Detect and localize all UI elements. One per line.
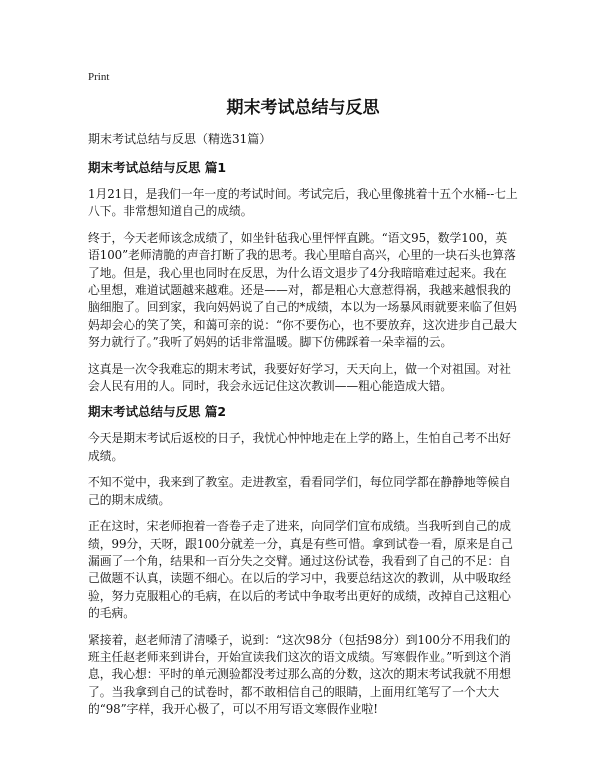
section-heading: 期末考试总结与反思 篇2 [88,404,227,420]
article-body [88,160,518,728]
paragraph: 这真是一次令我难忘的期末考试，我要好好学习，天天向上，做一个对祖国。对社会人民有用的人。同时，我会永远记住这次教训——粗心能造成大错。 [88,361,511,394]
section-2 [88,404,518,718]
paragraph: 1月21日，是我们一年一度的考试时间。考试完后，我心里像挑着十五个水桶--七上八下。非常想知道自己的成绩。 [88,187,518,219]
paragraph: 正在这时，宋老师抱着一沓卷子走了进来，向同学们宣布成绩。当我听到自己的成绩，99分，天呀，跟100分就差一分，真是有些可惜。拿到试卷一看，原来是自己漏画了一个角，结果和一百分失之交臂。通过这份试卷，我看到了自己的不足：自己做题不认真，读题不细心。在以后的学习中，我要总结这次的教训，从中吸取经验，努力克服粗心的毛病，在以后的考试中争取考出更好的成绩，改掉自己这粗心的毛病。 [88,519,513,621]
paragraph: 终于，今天老师该念成绩了，如坐针毡我心里怦怦直跳。“语文95，数学100，英语100”老师清脆的声音打断了我的思考。我心里暗自高兴，心里的一块石头也算落了地。但是，我心里也同时在反思，为什么语文退步了4分我暗暗难过起来。我在心里想，难道试题越来越难。还是——对，都是粗心大意惹得祸，我越来越恨我的脑细胞了。回到家，我向妈妈说了自己的*成绩，本以为一场暴风雨就要来临了但妈妈却会心的笑了笑，和蔼可亲的说：“你不要伤心，也不要放弃，这次进步自己最大努力就行了。”我听了妈妈的话非常温暖。脚下仿佛踩着一朵幸福的云。 [88,230,517,350]
paragraph: 今天是期末考试后返校的日子，我忧心忡忡地走在上学的路上，生怕自己考不出好成绩。 [88,431,511,463]
section-heading: 期末考试总结与反思 篇1 [88,160,227,175]
page-title: 期末考试总结与反思 [226,98,380,118]
page-subtitle: 期末考试总结与反思（精选31篇） [88,132,272,146]
paragraph: 紧接着，赵老师清了清嗓子，说到：“这次98分（包括98分）到100分不用我们的班主任赵老师来到讲台，开始宣读我们这次的语文成绩。写寒假作业。”听到这个消息，我心想：平时的单元测验都没考过那么高的分数，这次的期末考试我就不用想了。当我拿到自己的试卷时，都不敢相信自己的眼睛，上面用红笔写了一个大大的“98”字样，我开心极了，可以不用写语文寒假作业啦! [88,632,511,717]
section-1 [88,160,518,395]
paragraph: 不知不觉中，我来到了教室。走进教室，看看同学们，每位同学都在静静地等候自己的期末成绩。 [88,475,511,507]
print-link[interactable]: Print [88,71,110,83]
